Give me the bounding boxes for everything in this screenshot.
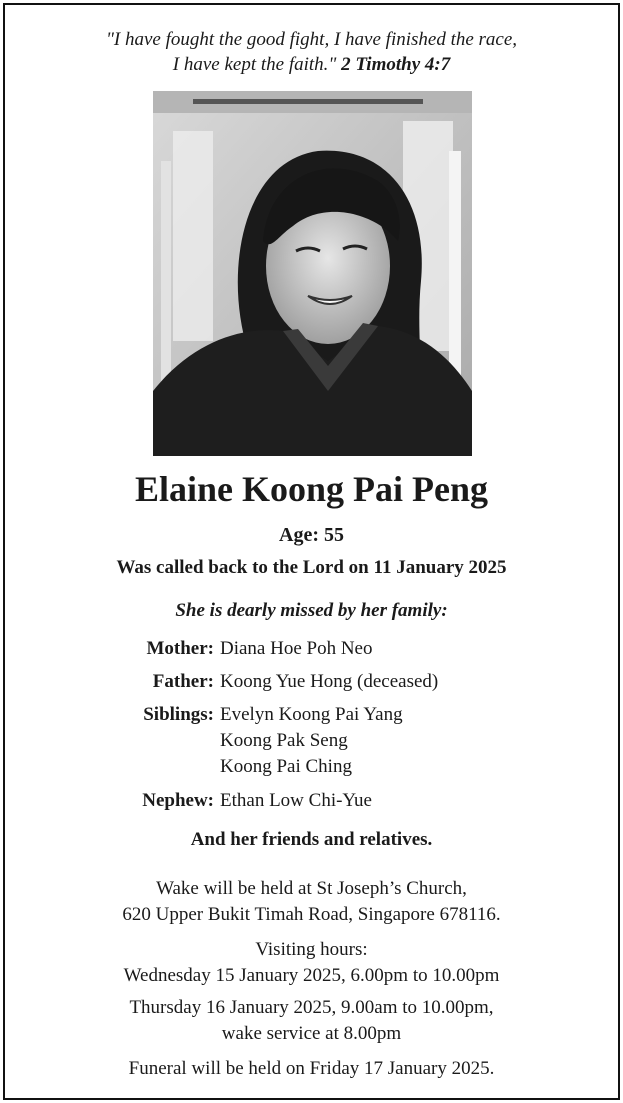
family-row-siblings bbox=[5, 702, 622, 788]
relation-label: Siblings: bbox=[143, 704, 214, 725]
member-name: Koong Pai Ching bbox=[220, 756, 352, 777]
obituary-notice bbox=[3, 3, 620, 1100]
wake-line-1: Wake will be held at St Joseph’s Church, bbox=[156, 878, 467, 899]
visiting-day-2-line-2: wake service at 8.00pm bbox=[221, 1023, 402, 1044]
wake-location bbox=[5, 876, 618, 928]
family-intro: She is dearly missed by her family: bbox=[175, 600, 448, 621]
visiting-day-2 bbox=[5, 995, 618, 1047]
member-names bbox=[220, 702, 403, 780]
passing-date: Was called back to the Lord on 11 January 2025 bbox=[116, 557, 507, 578]
visiting-day-1: Wednesday 15 January 2025, 6.00pm to 10.00pm bbox=[123, 965, 500, 986]
relation-label: Father: bbox=[152, 671, 214, 692]
deceased-age: Age: 55 bbox=[279, 524, 344, 546]
portrait-photo bbox=[153, 91, 472, 456]
relation-label: Nephew: bbox=[142, 790, 214, 811]
member-name: Evelyn Koong Pai Yang bbox=[220, 704, 403, 725]
funeral-details: Funeral will be held on Friday 17 January 2025. bbox=[128, 1058, 495, 1079]
member-name: Koong Pak Seng bbox=[220, 730, 348, 751]
quote-reference: 2 Timothy 4:7 bbox=[341, 54, 451, 75]
member-name: Koong Yue Hong (deceased) bbox=[220, 671, 439, 692]
quote-text: I have kept the faith." bbox=[172, 54, 337, 75]
visiting-day-2-line-1: Thursday 16 January 2025, 9.00am to 10.00pm, bbox=[129, 997, 494, 1018]
family-row-father bbox=[5, 669, 622, 702]
member-name: Diana Hoe Poh Neo bbox=[220, 638, 373, 659]
family-row-nephew bbox=[5, 788, 622, 821]
bible-quote bbox=[5, 27, 618, 77]
wake-line-2: 620 Upper Bukit Timah Road, Singapore 678116. bbox=[122, 904, 501, 925]
visiting-hours bbox=[5, 937, 618, 989]
family-row-mother bbox=[5, 636, 622, 669]
quote-line-1: "I have fought the good fight, I have finished the race, bbox=[105, 29, 518, 50]
relation-label: Mother: bbox=[146, 638, 214, 659]
deceased-name: Elaine Koong Pai Peng bbox=[134, 469, 489, 509]
friends-relatives: And her friends and relatives. bbox=[190, 829, 433, 850]
visiting-heading: Visiting hours: bbox=[255, 939, 368, 960]
quote-line-2 bbox=[5, 52, 618, 77]
member-name: Ethan Low Chi-Yue bbox=[220, 790, 372, 811]
portrait-image bbox=[153, 91, 472, 456]
family-list bbox=[5, 636, 622, 821]
